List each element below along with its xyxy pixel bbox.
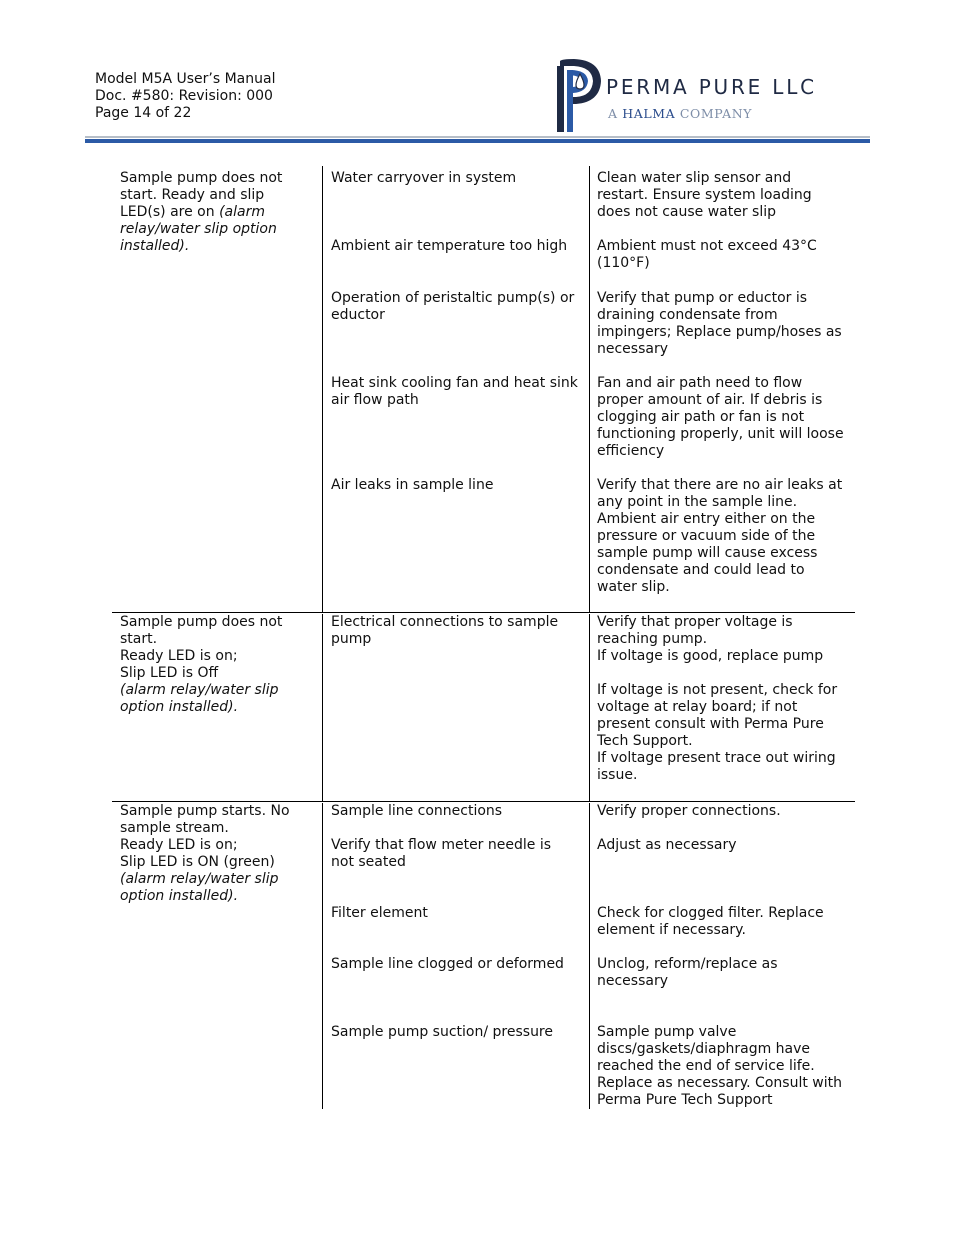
action-cell: Unclog, reform/replace as necessary bbox=[597, 956, 778, 989]
column-divider bbox=[322, 166, 323, 613]
manual-title: Model M5A User’s Manual bbox=[95, 71, 276, 87]
table-row-water-slip bbox=[112, 166, 855, 613]
action-cell: Clean water slip sensor and restart. Ensure system loading does not cause water slip bbox=[597, 170, 812, 220]
column-divider bbox=[589, 614, 590, 802]
row-divider bbox=[112, 801, 855, 802]
action-cell: Sample pump valve discs/gaskets/diaphragm have reached the end of service life. Replace as necessary. Consult with Perma Pure Tech Support bbox=[597, 1024, 842, 1108]
logo-p-mark bbox=[556, 58, 608, 133]
company-logo bbox=[556, 58, 856, 133]
cause-cell: Heat sink cooling fan and heat sink air flow path bbox=[331, 375, 578, 408]
table-row-no-sample-stream bbox=[112, 803, 855, 1109]
logo-name: PERMA PURE LLC bbox=[606, 75, 817, 99]
action-cell: Verify that pump or eductor is draining condensate from impingers; Replace pump/hoses as necessary bbox=[597, 290, 842, 357]
document-header bbox=[95, 71, 275, 122]
action-cell: Verify proper connections. bbox=[597, 803, 781, 819]
action-cell: Fan and air path need to flow proper amount of air. If debris is clogging air path or fan is not functioning properly, unit will loose efficiency bbox=[597, 375, 844, 459]
symptom-cell: Sample pump does not start. Ready LED is on; Slip LED is Off (alarm relay/water slip option installed). bbox=[120, 614, 283, 715]
cause-cell: Air leaks in sample line bbox=[331, 477, 494, 493]
action-cell: Check for clogged filter. Replace element if necessary. bbox=[597, 905, 824, 938]
cause-cell: Operation of peristaltic pump(s) or eductor bbox=[331, 290, 575, 323]
column-divider bbox=[322, 803, 323, 1109]
column-divider bbox=[589, 166, 590, 613]
cause-cell: Electrical connections to sample pump bbox=[331, 614, 559, 647]
logo-tagline: A HALMA COMPANY bbox=[608, 106, 753, 121]
table-row-slip-off bbox=[112, 614, 855, 802]
action-cell: If voltage is not present, check for voltage at relay board; if not present consult with Perma Pure Tech Support. If voltage present trace out wiring issue. bbox=[597, 682, 838, 783]
header-rule-grey bbox=[85, 136, 870, 138]
cause-cell: Sample pump suction/ pressure bbox=[331, 1024, 553, 1040]
action-cell: Verify that there are no air leaks at any point in the sample line. Ambient air entry either on the pressure or vacuum side of the sample pump will cause excess condensate and could lead to water slip. bbox=[597, 477, 843, 595]
symptom-cell: Sample pump starts. No sample stream. Ready LED is on; Slip LED is ON (green) (alarm relay/water slip option installed). bbox=[120, 803, 290, 904]
header-rule-blue bbox=[85, 139, 870, 143]
row-divider bbox=[112, 612, 855, 613]
doc-revision: Doc. #580: Revision: 000 bbox=[95, 88, 273, 104]
action-cell: Verify that proper voltage is reaching pump. If voltage is good, replace pump bbox=[597, 614, 824, 664]
column-divider bbox=[322, 614, 323, 802]
cause-cell: Ambient air temperature too high bbox=[331, 238, 568, 254]
action-cell: Ambient must not exceed 43°C (110°F) bbox=[597, 238, 817, 271]
action-cell: Adjust as necessary bbox=[597, 837, 737, 853]
cause-cell: Water carryover in system bbox=[331, 170, 517, 186]
cause-cell: Sample line clogged or deformed bbox=[331, 956, 564, 972]
symptom-cell: Sample pump does not start. Ready and slip LED(s) are on (alarm relay/water slip option installed). bbox=[120, 170, 283, 254]
page-number: Page 14 of 22 bbox=[95, 105, 192, 121]
column-divider bbox=[589, 803, 590, 1109]
cause-cell: Filter element bbox=[331, 905, 428, 921]
cause-cell: Sample line connections bbox=[331, 803, 503, 819]
cause-cell: Verify that flow meter needle is not seated bbox=[331, 837, 552, 870]
